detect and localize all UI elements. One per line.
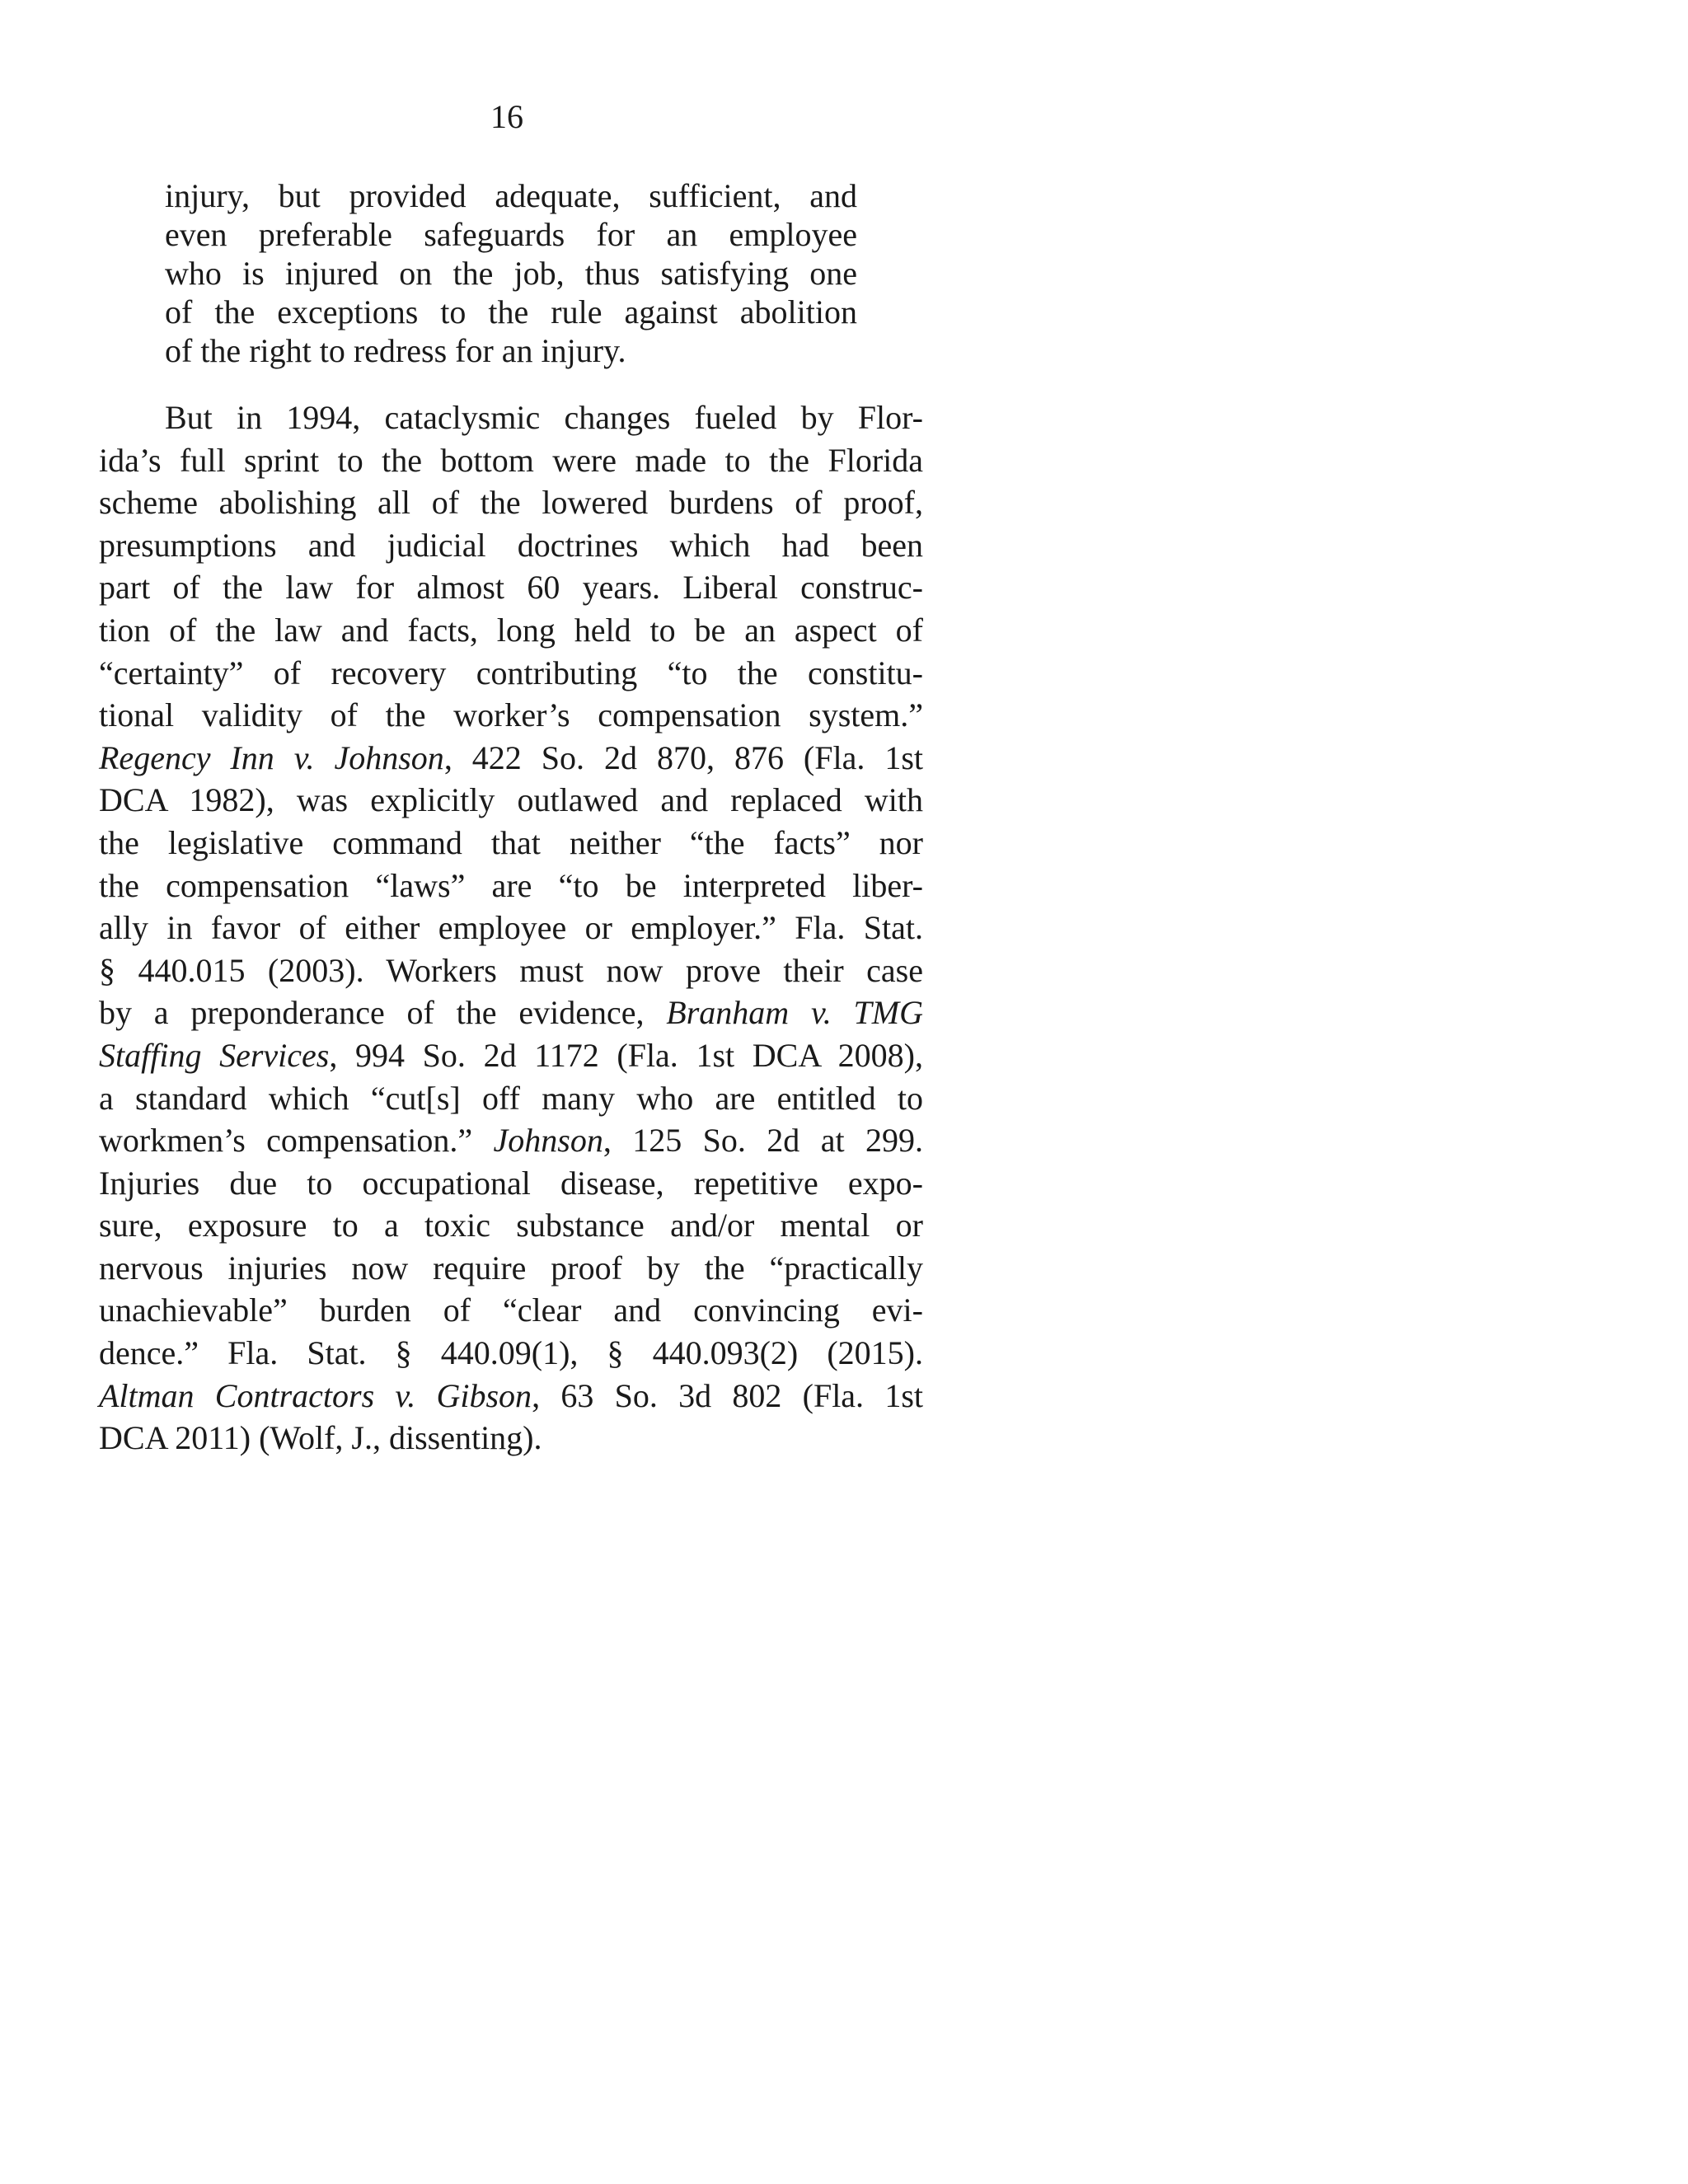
paragraph-line <box>99 1332 923 1375</box>
text-segment: presumptions and judicial doctrines which had been <box>99 526 923 564</box>
text-segment: tional validity of the worker’s compensation system.” <box>99 696 923 734</box>
paragraph-line <box>99 907 923 949</box>
block-quote-line: injury, but provided adequate, sufficient, and <box>165 177 857 214</box>
block-quote-line: who is injured on the job, thus satisfying one <box>165 255 857 292</box>
paragraph-line <box>99 779 923 822</box>
text-segment: , 994 So. 2d 1172 (Fla. 1st DCA 2008), <box>329 1036 923 1074</box>
text-segment: ally in favor of either employee or employer.” Fla. Stat. <box>99 909 923 947</box>
paragraph-line <box>99 1162 923 1205</box>
text-segment: workmen’s compensation.” <box>99 1122 494 1160</box>
paragraph-line <box>99 396 923 439</box>
text-segment: But in 1994, cataclysmic changes fueled by Flor- <box>165 399 923 436</box>
case-citation: Johnson <box>493 1122 603 1160</box>
text-segment: DCA 1982), was explicitly outlawed and replaced with <box>99 781 923 819</box>
paragraph-line <box>99 694 923 737</box>
paragraph-line <box>99 609 923 652</box>
text-segment: DCA 2011) (Wolf, J., dissenting). <box>99 1419 542 1457</box>
text-segment: unachievable” burden of “clear and convincing evi- <box>99 1291 923 1329</box>
page-number: 16 <box>490 98 523 135</box>
text-segment: sure, exposure to a toxic substance and/or mental or <box>99 1207 923 1244</box>
paragraph-line <box>99 652 923 695</box>
paragraph-line <box>99 822 923 865</box>
text-segment: nervous injuries now require proof by the “practically <box>99 1249 923 1286</box>
paragraph-line <box>99 1034 923 1077</box>
paragraph-line <box>99 949 923 992</box>
text-segment: tion of the law and facts, long held to be an aspect of <box>99 611 923 649</box>
paragraph-line <box>99 1204 923 1247</box>
text-segment: ida’s full sprint to the bottom were made to the Florida <box>99 441 923 479</box>
text-segment: , 125 So. 2d at 299. <box>603 1122 923 1160</box>
paragraph-line <box>99 1289 923 1332</box>
text-segment: § 440.015 (2003). Workers must now prove their case <box>99 951 923 989</box>
paragraph-line <box>99 1077 923 1120</box>
paragraph-line <box>99 991 923 1034</box>
case-citation: Staffing Services <box>99 1036 330 1074</box>
paragraph-line <box>99 1375 923 1418</box>
text-segment: by a preponderance of the evidence, <box>99 994 667 1032</box>
paragraph-line <box>99 865 923 907</box>
text-segment: part of the law for almost 60 years. Liberal construc- <box>99 569 923 607</box>
block-quote-line: of the exceptions to the rule against abolition <box>165 293 857 330</box>
block-quote-line: of the right to redress for an injury. <box>165 332 626 369</box>
text-segment: scheme abolishing all of the lowered burdens of proof, <box>99 484 923 522</box>
case-citation: Regency Inn v. Johnson <box>99 738 444 776</box>
text-segment: dence.” Fla. Stat. § 440.09(1), § 440.093(2) (2015). <box>99 1334 923 1372</box>
paragraph-line <box>99 566 923 609</box>
text-segment: , 63 So. 3d 802 (Fla. 1st <box>532 1376 924 1414</box>
paragraph-line <box>99 439 923 482</box>
paragraph-line <box>99 1417 923 1460</box>
case-citation: Altman Contractors v. Gibson <box>99 1376 532 1414</box>
text-segment: a standard which “cut[s] off many who are entitled to <box>99 1079 923 1117</box>
paragraph-line <box>99 481 923 524</box>
body-paragraph <box>99 396 923 1460</box>
paragraph-line <box>99 1247 923 1290</box>
text-segment: Injuries due to occupational disease, repetitive expo- <box>99 1164 923 1202</box>
paragraph-line <box>99 524 923 567</box>
case-citation: Branham v. TMG <box>666 994 924 1032</box>
text-segment: “certainty” of recovery contributing “to the constitu- <box>99 654 923 691</box>
paragraph-line <box>99 737 923 780</box>
text-segment: the compensation “laws” are “to be interpreted liber- <box>99 866 923 904</box>
text-segment: the legislative command that neither “the facts” nor <box>99 823 923 861</box>
paragraph-line <box>99 1119 923 1162</box>
block-quote <box>165 176 857 370</box>
text-segment: , 422 So. 2d 870, 876 (Fla. 1st <box>443 738 924 776</box>
block-quote-line: even preferable safeguards for an employee <box>165 216 857 253</box>
